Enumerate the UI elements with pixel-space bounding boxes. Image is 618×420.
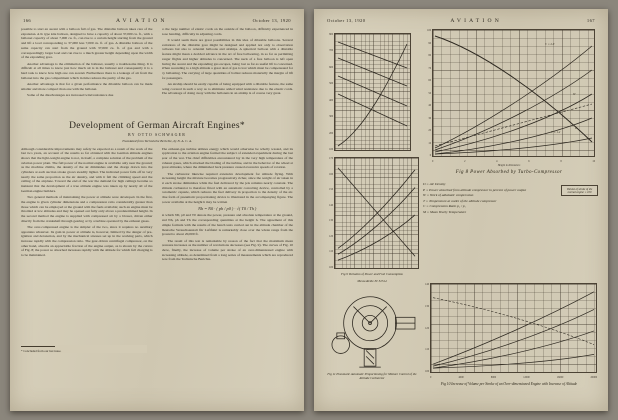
y-tick: 400 (329, 98, 333, 102)
work-curve (435, 104, 592, 146)
y-tick: 120 (329, 234, 333, 238)
x-tick: 0 (430, 376, 432, 379)
y-tick: 150 (329, 188, 333, 192)
body-paragraph: The result of this test is remarkable by reason of the fact that the maximum mean pressure increases as the number of revolutions decreases (see Fig. 9). The curves of Fig. 10 show, finally, the increase of volume per stroke of an over-dimensioned engine with increasing altitude, as determined from a long series of measurements which are reproduced here from the Technische Berichte. (161, 238, 293, 262)
article-header (21, 121, 293, 143)
y-tick: 700 (329, 49, 333, 53)
masthead: AVIATION (116, 18, 168, 24)
article-title: Development of German Aircraft Engines* (69, 121, 245, 131)
tall-chart-1-curves (335, 34, 410, 150)
y-tick: 90 (428, 41, 431, 45)
tall-chart-2 (325, 157, 419, 269)
y-tick: 130 (329, 219, 333, 223)
figures-area (325, 29, 597, 405)
y-tick: 120 (425, 326, 429, 330)
chart-plot (429, 29, 595, 157)
footnote-text: * Concluded from our last issue. (21, 348, 62, 353)
y-tick: 200 (329, 131, 333, 135)
chart-plot (334, 33, 411, 151)
carburetor-caption: Fig 11 Pneumatic Automatic Proportioning for Mixture Control of the Altitude Carburetor (327, 372, 417, 380)
legend-line: T = Temperature at outlet of the altitude compressor (423, 198, 497, 203)
page-number: 167 (586, 18, 595, 23)
body-paragraph: It would seem there are great possibilities in this idea of dilatable balloons. Several variations of the dilatable gore might be designed and applied not only to observation balloons but also to celestial balloons and airships. A spherical balloon with a dilatable feature might mean a decided advance in the art of free ballooning, in so far as permitting longer flights and higher altitudes is concerned. The neck of a free balloon is left open during the ascent and the expanding gas escapes, being lost as far as useful lift is concerned. When ascending to a high altitude a great deal of gas is lost which must be compensated for by ballasting. The carrying of large quantities of ballast reduces materially the margin of lift for passengers. (161, 38, 293, 80)
y-tick: 800 (329, 33, 333, 36)
tall-chart-1 (325, 33, 411, 151)
carburetor-diagram (325, 288, 419, 372)
y-tick: 0 (429, 154, 431, 157)
y-tick: 20 (428, 129, 431, 132)
body-paragraph: Two general methods of maintaining the power at altitude were developed. In the first, the engine is given cylinder dimensions and a compression ratio considerably greater than those which can be employed at the ground with the fuels available; such an engine must be throttled at low altitudes and may be opened out fully only above a predetermined height. In the second method the engine is supplied with compressed air by a blower, driven either directly from the crankshaft through gearing or by a turbine operated by the exhaust gases. (21, 195, 153, 223)
fig10-caption: Fig 10 Increase of Volume per Stroke of an Over-dimensioned Engine with Increase of Altitude (440, 382, 578, 386)
fig8-axis-label: Height in Kilometers (497, 164, 521, 167)
page-header-left (21, 17, 293, 27)
series-note: Messe-Reihe Nr 32514 (357, 279, 387, 283)
body-paragraph: An airship should be easily capable of being equipped with a dilatable feature, the same being covered in such a way as to eliminate added wind resistance due to the elastic cords. The advantage of doing away with the ballonets in an airship is of course very great. (161, 81, 293, 96)
body-paragraph: Another advantage is the elimination of the ballonet, usually a troublesome thing. It is difficult at all times to know just how much air is in the ballonet and consequently it is a hard task to know how high one can ascend. Furthermore there is a leakage of air from the ballonet into the gas compartment which in time reduces the purity of the gas. (21, 61, 153, 80)
fig10-curves (431, 284, 596, 372)
y-tick: 140 (329, 203, 333, 207)
x-tick: 8 (560, 160, 562, 163)
x-tick: 16000 (556, 376, 564, 379)
issue-date: October 13, 1920 (252, 18, 291, 23)
fig10-chart (421, 283, 597, 379)
power-curves (435, 46, 592, 154)
x-axis-ticks (430, 376, 597, 379)
x-axis-ticks (432, 160, 595, 163)
body-paragraph: The exhaust-gas turbine utilizes energy which would otherwise be wholly wasted, and its application to the aviation engine formed the subject of extended experiment during the last year of the war. The chief difficulties encountered lay in the very high temperature of the exhaust gases, which attacked the blading of the turbine, and in the behavior of the wheel at great altitudes, where the diminished back pressure caused excessive speeds of rotation. (161, 146, 293, 170)
x-tick: 4000 (458, 376, 464, 379)
chart-plot (334, 157, 419, 269)
tall-chart-2-curves (335, 158, 418, 268)
y-tick: 160 (329, 172, 333, 176)
y-tick: 110 (425, 348, 429, 352)
body-paragraph: Although considerable improvements may safely be expected as a result of the work of the last two years, an account of the results so far obtained with the German altitude engines shows that the light-weight engine is not, in itself, a complete solution of the problem of the aviation power plant. The full power of the normal engine is available only near the ground; as the machine climbs, the density of the air diminishes and the charge drawn into the cylinders at each suction stroke grows steadily lighter. The indicated power falls off in very nearly the same proportion as the air density, and with it fall the climbing speed and the ceiling of the airplane. Toward the end of the war the demand for high ceilings became so insistent that the development of a true altitude engine was taken up by nearly all of the German engine builders. (21, 146, 153, 193)
right-page (314, 9, 608, 411)
y-tick: 60 (428, 79, 431, 82)
intro-column-1 (21, 27, 153, 115)
x-tick: 6 (528, 160, 530, 163)
curve-label: W (573, 92, 576, 96)
y-tick: 130 (425, 304, 429, 308)
fig8-chart (423, 29, 595, 163)
y-tick: 500 (329, 82, 333, 86)
y-tick: 110 (329, 250, 333, 254)
intro-columns (21, 27, 293, 115)
y-tick: 80 (428, 54, 431, 57)
footnote (21, 345, 147, 352)
annotation-box: Volume of stroke of the normal engine = 100 (561, 185, 598, 196)
body-paragraph: Another advantage is that for a given performance the dilatable balloon can be made smaller and more compact than one with the ballonet. (21, 81, 153, 91)
y-axis-ticks (423, 29, 432, 157)
left-page (10, 9, 304, 411)
x-tick: 2 (464, 160, 466, 163)
body-paragraph: to the large number of elastic cords on the outside of the balloon, difficulty experienced in nose bending, difficulty in adjusting cords. (161, 27, 293, 36)
x-tick: 12000 (523, 376, 530, 379)
y-tick: 40 (428, 104, 431, 107)
body-paragraph: in which N0, p0 and T0 denote the power, pressure and absolute temperature at the ground, and Nh, ph and Th the corresponding quantities at the height h. The agreement of this simple formula with the results of the bench tests carried out in the altitude chamber of the Deutsche Versuchsanstalt für Luftfahrt is remarkably close over the whole range from the ground to about 20,000 ft. (161, 213, 293, 237)
intro-column-2 (162, 27, 294, 115)
formula: Nh = N0 · ( ph / p0 ) · √( T0 / Th ) (198, 206, 257, 212)
article-columns (21, 147, 293, 353)
article-column-2 (162, 147, 294, 353)
page-header-right (325, 17, 597, 27)
y-tick: 50 (428, 91, 431, 95)
legend-line: W = Work of adiabatic compression (423, 193, 474, 198)
density-curve (435, 36, 592, 142)
body-paragraph: Some of the disadvantages are increased wind resistance due (27, 92, 114, 97)
legend-line: P = Power absorbed from altitude compressor in percent of power output (423, 187, 527, 192)
y-tick: 600 (329, 65, 333, 69)
legend-line: D = Air Density (423, 182, 446, 186)
fig9-caption: Fig 9 Variation of Power and Fuel Consumption (341, 272, 403, 276)
footnote-rule (21, 346, 55, 347)
y-tick: 100 (425, 370, 429, 373)
y-axis-ticks (325, 157, 334, 269)
chart-plot (430, 283, 597, 373)
x-tick: 8000 (490, 376, 497, 379)
x-tick: 10 (592, 160, 595, 163)
y-tick: 300 (329, 115, 333, 119)
article-column-1 (21, 147, 153, 353)
y-axis-ticks (421, 283, 430, 373)
masthead: AVIATION (450, 18, 502, 24)
legend-line: C = Compression Ratio p₂ / p₁ (423, 204, 466, 209)
legend-line: M = Mean Yearly Temperature (423, 209, 467, 214)
y-tick: 70 (428, 66, 431, 70)
fig8-caption: Fig 8 Power Absorbed by Turbo-Compressor (455, 170, 563, 175)
issue-date: October 13, 1920 (327, 18, 366, 23)
page-number: 166 (23, 18, 32, 23)
body-paragraph: possible to start an ascent with a balloon full of gas. The dilatable balloon takes care of the expansion. A K type kite balloon, designed to have a capacity of about 37,000 cu. ft., with a ballonet capacity of about 7,000 cu. ft., can rise to a certain height starting from the ground and lift a load corresponding to 37,000 less 7,000 cu. ft. of gas. A dilatable balloon of the same capacity can start from the ground with 37,000 cu. ft. of gas and with a correspondingly larger load and can rise to a much greater height depending upon the width of the expanding gore. (21, 27, 153, 60)
x-tick: 0 (432, 160, 434, 163)
body-paragraph: The over-compressed engine is the simpler of the two, since it requires no auxiliary apparatus whatever. Its gain in power at altitude is, however, limited by the danger of pre-ignition and detonation, and by the mechanical stresses set up in the working parts, which increase rapidly with the compression ratio. The gear-driven centrifugal compressor, on the other hand, absorbs an appreciable fraction of the engine output, as is shown by the curves of Fig. 8; the power so absorbed increases rapidly with the altitude for which full charging is to be maintained. (21, 224, 153, 258)
article-byline: BY OTTO SCHWAGER (127, 133, 187, 137)
y-tick: 170 (329, 157, 333, 160)
fig8-curves (433, 30, 594, 156)
curve-label: C = 2.0 (545, 42, 555, 46)
y-tick: 10 (428, 141, 431, 145)
y-axis-ticks (325, 33, 334, 151)
y-tick: 140 (425, 283, 429, 286)
x-tick: 4 (496, 160, 498, 163)
fig8-legend (423, 182, 555, 215)
y-tick: 30 (428, 116, 431, 120)
y-tick: 100 (427, 29, 431, 32)
curve-label: C = 1.2 (551, 130, 561, 134)
carburetor-figure (325, 288, 419, 380)
curve-label: D (575, 126, 578, 130)
body-paragraph: The carburetor likewise required extensive development for altitude flying. With increasing height the mixture becomes progressively richer, since the weight of air taken in at each stroke diminishes while the fuel delivered by the jets remains nearly constant. The altitude carburetor is therefore fitted with an automatic correcting device, controlled by a barometric capsule, which reduces the fuel delivery in proportion to the density of the air. One form of pneumatic proportioning device is illustrated in the accompanying figure. The power available at the height h may be written (161, 171, 293, 204)
y-tick: 100 (329, 147, 333, 151)
x-tick: 20000 (590, 376, 597, 379)
article-translator-note: Translated from Technische Berichte, by N. A. C. A. (122, 138, 192, 143)
y-tick: 100 (329, 265, 333, 269)
